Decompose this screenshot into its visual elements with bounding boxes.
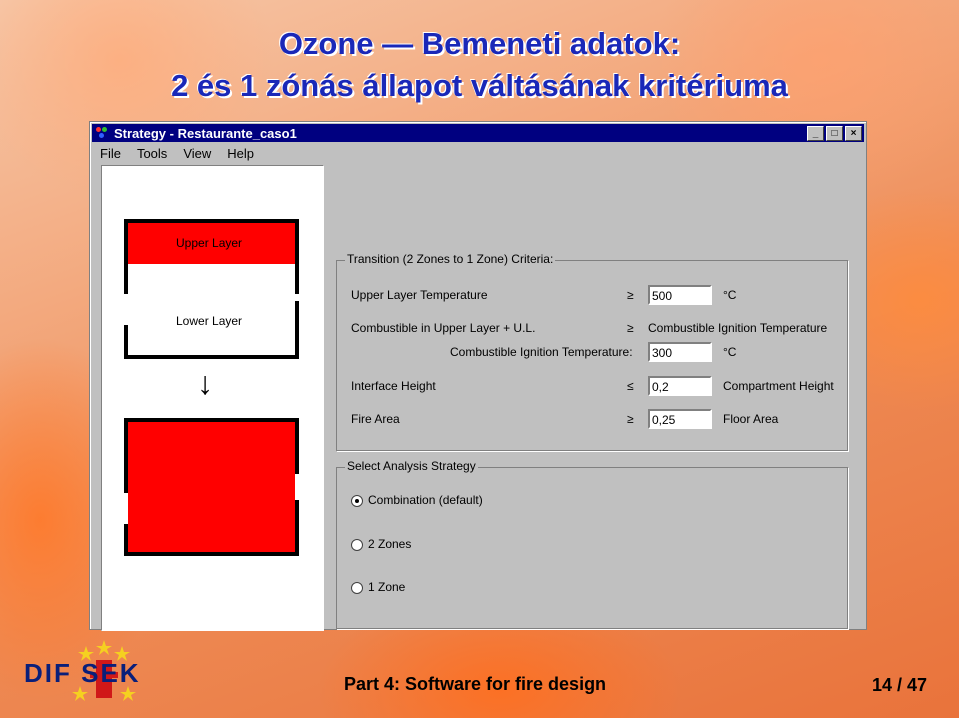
upper-layer-temperature-op: ≥ [627,288,634,302]
analysis-strategy-group [336,459,848,629]
slide-title-line-1: Ozone — Bemeneti adatok: [278,26,681,61]
full-fire-fill [128,422,295,552]
radio-1-zone-label[interactable]: 1 Zone [368,580,406,594]
combustible-upper-layer-unit: Combustible Ignition Temperature [648,321,828,335]
lower-layer-label: Lower Layer [176,314,243,328]
one-zone-room [124,418,299,556]
two-zone-room [124,219,299,359]
combustible-upper-layer-op: ≥ [627,321,634,335]
page-number: 14 / 47 [872,675,928,695]
upper-layer-temperature-input[interactable]: 500 [648,285,712,305]
interface-height-unit: Compartment Height [723,379,834,393]
zone-diagram-pane [101,165,324,631]
transition-criteria-group [336,252,848,451]
transition-criteria-title: Transition (2 Zones to 1 Zone) Criteria: [347,252,554,266]
footer-part-title: Part 4: Software for fire design [344,674,607,694]
radio-combination-label[interactable]: Combination (default) [368,493,483,507]
menu-tools[interactable]: Tools [136,146,168,161]
interface-height-label: Interface Height [351,379,436,393]
strategy-window [89,121,867,630]
logo-text: DIF SEK [24,658,141,688]
fire-area-input[interactable]: 0,25 [648,409,712,429]
difisek-logo [24,638,184,708]
slide-title-line-2: 2 és 1 zónás állapot váltásának kritériuma [171,68,788,103]
radio-2-zones[interactable] [351,539,363,551]
app-icon [96,127,110,139]
interface-height-input[interactable]: 0,2 [648,376,712,396]
menu-file[interactable]: File [100,146,121,161]
radio-1-zone[interactable] [351,582,363,594]
down-arrow-icon: ↓ [197,365,213,401]
menu-view[interactable]: View [183,146,212,161]
upper-layer-label: Upper Layer [176,236,243,250]
fire-area-op: ≥ [627,412,634,426]
close-button[interactable]: × [845,126,862,141]
radio-2-zones-label[interactable]: 2 Zones [368,537,412,551]
interface-height-op: ≤ [627,379,634,393]
fire-area-unit: Floor Area [723,412,779,426]
maximize-button[interactable]: □ [826,126,843,141]
analysis-strategy-title: Select Analysis Strategy [347,459,476,473]
minimize-button[interactable]: _ [807,126,824,141]
upper-layer-temperature-unit: °C [723,288,737,302]
radio-combination[interactable] [351,495,363,507]
menubar [92,144,864,163]
window-titlebar[interactable] [92,124,864,142]
fire-area-label: Fire Area [351,412,400,426]
ignition-temperature-label: Combustible Ignition Temperature: [450,345,633,359]
menu-help[interactable]: Help [227,146,255,161]
upper-layer-temperature-label: Upper Layer Temperature [351,288,488,302]
combustible-upper-layer-label: Combustible in Upper Layer + U.L. [351,321,536,335]
ignition-temperature-input[interactable]: 300 [648,342,712,362]
ignition-temperature-unit: °C [723,345,737,359]
window-title: Strategy - Restaurante_caso1 [114,125,297,141]
